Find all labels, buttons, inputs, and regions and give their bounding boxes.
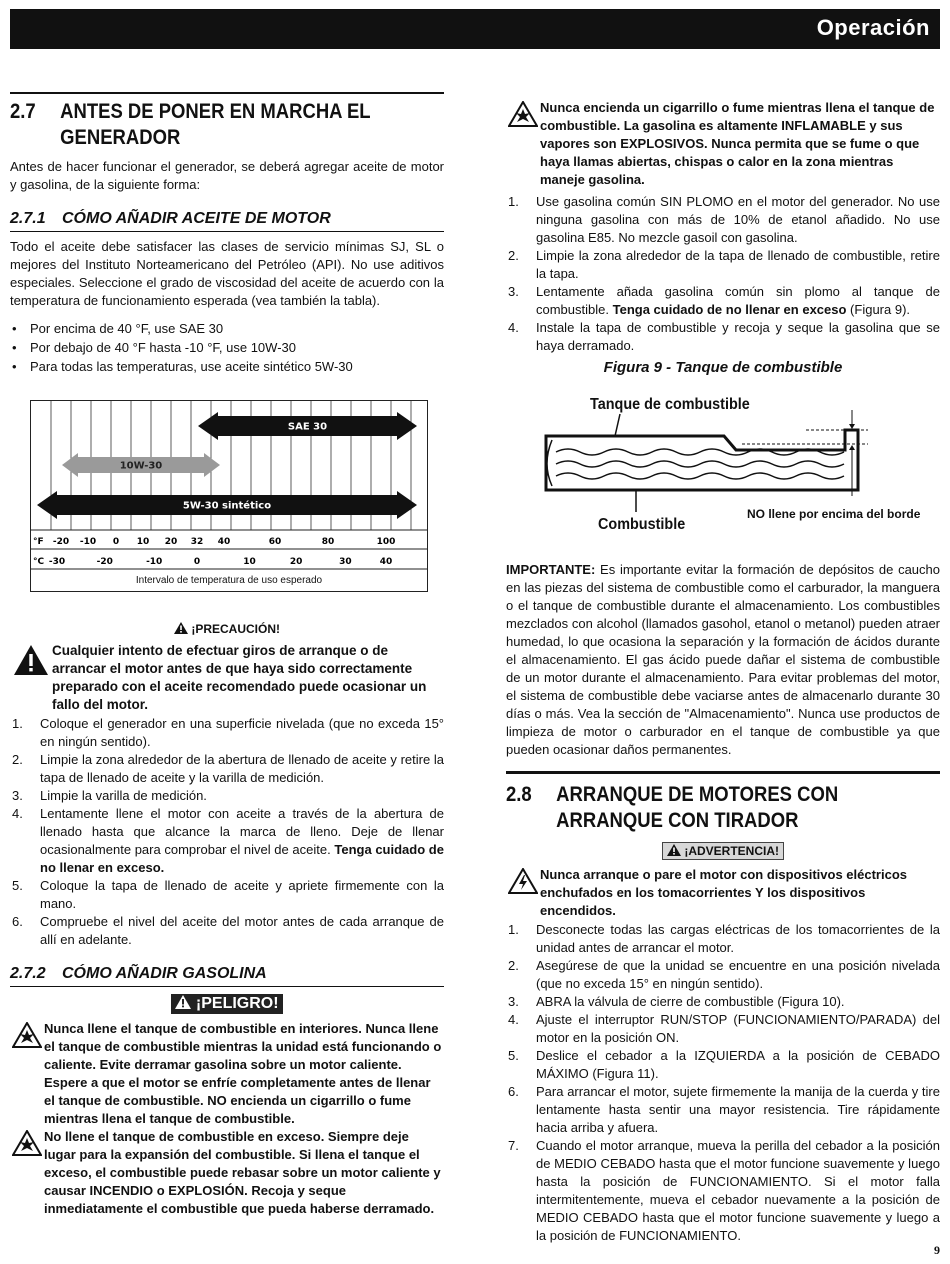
viscosity-chart-svg <box>31 401 427 591</box>
danger-label: ¡PELIGRO! <box>195 995 279 1012</box>
danger-text-2: No llene el tanque de combustible en exceso. Siempre deje lugar para la expansión del combustible. Si llena el tanque el exceso, el combustible puede rebasar sobre un motor caliente y causar INCENDIO o EXPLOSIÓN. Recoja y seque inmediatamente el combustible que pueda haberse derramado. <box>44 1129 441 1216</box>
list-item <box>506 1083 940 1137</box>
list-item-number: 5. <box>508 1048 519 1063</box>
danger-triangle-icon <box>175 995 191 1009</box>
section-title-text <box>556 782 838 834</box>
list-item-number: 2. <box>508 958 519 973</box>
list-item <box>10 715 444 751</box>
viscosity-bar-label: 5W-30 sintético <box>182 500 272 512</box>
f-axis-label: °F <box>33 537 44 547</box>
warning-label: ¡ADVERTENCIA! <box>684 844 779 858</box>
list-item-number: 3. <box>508 994 519 1009</box>
viscosity-bar-label: SAE 30 <box>287 421 328 433</box>
subsection-title-text: CÓMO AÑADIR ACEITE DE MOTOR <box>62 210 331 227</box>
c-tick-label: -10 <box>146 557 163 567</box>
c-tick-label: 0 <box>193 557 201 567</box>
fig9-note-label: NO llene por encima del borde <box>747 507 921 521</box>
list-item <box>10 787 444 805</box>
oil-steps-list <box>10 715 444 949</box>
list-item-text: Desconecte todas las cargas eléctricas de los tomacorrientes de la unidad antes de arrancar el motor. <box>536 922 940 955</box>
list-item-number: 4. <box>508 320 519 335</box>
figure-9-title: Figura 9 - Tanque de combustible <box>603 359 843 376</box>
title-line-1: ANTES DE PONER EN MARCHA EL <box>60 100 371 123</box>
subsection-2-7-1-title <box>10 209 444 232</box>
danger-block-1 <box>10 1020 444 1128</box>
title-line-2: ARRANQUE CON TIRADOR <box>556 809 799 832</box>
list-item-text: Ajuste el interruptor RUN/STOP (FUNCIONAMIENTO/PARADA) del motor en la posición ON. <box>536 1012 940 1045</box>
list-item-text: Lentamente añada gasolina común sin plomo al tanque de combustible. <box>536 284 940 317</box>
list-item <box>506 319 940 355</box>
caution-header <box>10 622 444 636</box>
c-tick-label: 20 <box>289 557 303 567</box>
electric-warning-block <box>506 866 940 920</box>
list-item: • Para todas las temperaturas, use aceite sintético 5W-30 <box>10 357 444 376</box>
danger-text-1: Nunca llene el tanque de combustible en interiores. Nunca llene el tanque de combustible mientras la unidad está funcionando o caliente. Evite derramar gasolina sobre un motor caliente. Espere a que el motor se enfríe completamente antes de llenar el tanque de combustible. NO encienda un cigarrillo o fume mientras llena el tanque de combustible. <box>44 1021 442 1126</box>
section-number: 2.8 <box>506 783 532 806</box>
section-2-8-title <box>506 782 941 834</box>
caution-text: Cualquier intento de efectuar giros de arranque o de arrancar el motor antes de que haya sido correctamente preparado con el aceite recomendado puede ocasionar un fallo del motor. <box>52 643 427 712</box>
f-tick-label: -10 <box>79 537 97 547</box>
list-item-number: 4. <box>508 1012 519 1027</box>
c-tick-label: 40 <box>379 557 393 567</box>
list-item <box>506 283 940 319</box>
left-column <box>10 92 444 1218</box>
fuel-tank-drawing <box>506 384 940 569</box>
list-item-number: 1. <box>12 716 23 731</box>
list-item <box>506 247 940 283</box>
list-item-tail: (Figura 9). <box>846 302 911 317</box>
list-item-text: Limpie la zona alrededor de la abertura de llenado de aceite y retire la tapa de llenado de aceite y la varilla de medición. <box>40 752 444 785</box>
intro-paragraph: Antes de hacer funcionar el generador, se deberá agregar aceite de motor y gasolina, de la siguiente forma: <box>10 159 444 192</box>
warning-triangle-icon <box>667 844 681 856</box>
f-tick-label: 40 <box>217 537 231 547</box>
list-item-number: 6. <box>508 1084 519 1099</box>
list-item: • Por debajo de 40 °F hasta -10 °F, use 10W-30 <box>10 338 444 357</box>
list-item-text: Limpie la varilla de medición. <box>40 788 207 803</box>
list-item <box>10 877 444 913</box>
title-line-2: GENERADOR <box>60 126 181 149</box>
list-item-number: 2. <box>508 248 519 263</box>
explosion-icon <box>506 99 540 189</box>
danger-header <box>10 994 444 1014</box>
important-text: Es importante evitar la formación de depósitos de caucho en las piezas del sistema de combustible como el carburador, la manguera o el tanque de combustible durante el almacenamiento. Los combustibles mezclados con alcohol (llamados gasohol, etanol o metanol) pueden atraer humedad, lo que ocasiona la separación y la formación de ácidos durante el almacenamiento. El gas ácido puede dañar el sistema de combustible de un motor durante el almacenamiento. Para evitar problemas del motor, el sistema de combustible debe vaciarse antes de almacenarlo durante 30 días o más. Vea la sección de "Almacenamiento". Nunca use productos de limpieza de motor o carburador en el tanque de combustible ya que pueden ocasionar daños permanentes. <box>506 562 940 757</box>
list-item <box>506 1011 940 1047</box>
list-item-number: 1. <box>508 922 519 937</box>
fig9-fuel-label: Combustible <box>598 516 686 533</box>
section-2-7-title <box>10 99 445 151</box>
section-title-text <box>60 99 370 151</box>
list-item-text: Deslice el cebador a la IZQUIERDA a la posición de CEBADO MÁXIMO (Figura 11). <box>536 1048 940 1081</box>
smoke-warning-block <box>506 99 940 189</box>
list-item-text: Use gasolina común SIN PLOMO en el motor del generador. No use ninguna gasolina con más de 10% de etanol añadido. No use gasolina E85. No mezcle gasoil con gasolina. <box>536 194 940 245</box>
right-column <box>506 99 940 1245</box>
explosion-icon <box>10 1128 44 1218</box>
important-lead: IMPORTANTE: <box>506 562 596 577</box>
smoke-warning-text: Nunca encienda un cigarrillo o fume mientras llena el tanque de combustible. La gasolina es altamente INFLAMABLE y sus vapores son EXPLOSIVOS. Nunca permita que se fume o que haya llamas abiertas, chispas o calor en la zona mientras maneje gasolina. <box>540 100 935 187</box>
list-item-text: Compruebe el nivel del aceite del motor antes de cada arranque de allí en adelante. <box>40 914 444 947</box>
list-item-number: 3. <box>12 788 23 803</box>
list-item-text: Coloque el generador en una superficie nivelada (que no exceda 15° en ningún sentido). <box>40 716 444 749</box>
section-rule <box>10 92 444 94</box>
c-axis-label: °C <box>33 557 45 567</box>
list-item <box>506 921 940 957</box>
list-item <box>10 913 444 949</box>
f-tick-label: 60 <box>268 537 282 547</box>
start-steps-list <box>506 921 940 1245</box>
list-item-number: 5. <box>12 878 23 893</box>
list-item <box>506 993 940 1011</box>
list-item <box>506 957 940 993</box>
warning-triangle-icon <box>174 622 188 634</box>
header-title: Operación <box>816 15 930 40</box>
section-rule <box>506 771 940 774</box>
viscosity-bar-label: 10W-30 <box>119 460 163 472</box>
list-item-number: 2. <box>12 752 23 767</box>
list-item-emphasis: Tenga cuidado de no llenar en exceso. <box>40 842 444 875</box>
chart-caption: Intervalo de temperatura de uso esperado <box>135 575 323 586</box>
list-item-emphasis: Tenga cuidado de no llenar en exceso <box>612 302 847 317</box>
warning-badge <box>662 842 784 860</box>
important-paragraph <box>506 561 940 759</box>
section-number: 2.7 <box>10 100 36 123</box>
viscosity-chart <box>30 400 428 592</box>
list-item: • Por encima de 40 °F, use SAE 30 <box>10 319 444 338</box>
f-tick-label: -20 <box>52 537 70 547</box>
f-tick-label: 100 <box>376 537 396 547</box>
list-item <box>506 1047 940 1083</box>
list-item-text: Instale la tapa de combustible y recoja y seque la gasolina que se haya derramado. <box>536 320 940 353</box>
caution-label: ¡PRECAUCIÓN! <box>191 622 280 636</box>
subsection-number: 2.7.1 <box>10 210 46 227</box>
list-item-number: 3. <box>508 284 519 299</box>
list-item <box>506 1137 940 1245</box>
list-item <box>10 805 444 877</box>
list-item <box>506 193 940 247</box>
oil-paragraph: Todo el aceite debe satisfacer las clases de servicio mínimas SJ, SL o mejores del Instituto Norteamericano del Petróleo (API). No use aditivos especiales. Seleccione el grado de viscosidad del aceite de acuerdo con la temperatura de funcionamiento esperada (vea también la tabla). <box>10 239 444 308</box>
subsection-title-text: CÓMO AÑADIR GASOLINA <box>62 965 267 982</box>
f-tick-label: 10 <box>136 537 150 547</box>
page-header-bar <box>10 9 940 49</box>
list-item <box>10 751 444 787</box>
c-tick-label: -30 <box>48 557 66 567</box>
list-item-number: 4. <box>12 806 23 821</box>
warning-header <box>506 842 940 860</box>
list-item-text: Para arrancar el motor, sujete firmemente la manija de la cuerda y tire lentamente hasta sentir una mayor resistencia. Tire rápidamente hacia arriba y afuera. <box>536 1084 940 1135</box>
list-item-number: 6. <box>12 914 23 929</box>
explosion-icon <box>10 1020 44 1128</box>
title-line-1: ARRANQUE DE MOTORES CON <box>556 783 839 806</box>
subsection-number: 2.7.2 <box>10 965 46 982</box>
list-item-text: Asegúrese de que la unidad se encuentre en una posición nivelada (que no exceda 15° en ningún sentido). <box>536 958 940 991</box>
oil-bullet-list <box>10 319 444 376</box>
f-tick-label: 80 <box>321 537 335 547</box>
page-number: 9 <box>934 1243 940 1257</box>
c-tick-label: 30 <box>339 557 352 567</box>
list-item-number: 7. <box>508 1138 519 1153</box>
fig9-tank-label: Tanque de combustible <box>590 396 750 413</box>
list-item-text: Lentamente llene el motor con aceite a través de la abertura de llenado hasta que alcance la marca de lleno. Deje de llenar ocasionalmente para comprobar el nivel de aceite. <box>40 806 444 857</box>
list-item-text: Cuando el motor arranque, mueva la perilla del cebador a la posición de MEDIO CEBADO hasta que el motor funcione suavemente y luego hasta la posición de FUNCIONAMIENTO. Si el motor falla intermitentemente, mueva el cebador nuevamente a la posición de MEDIO CEBADO hasta que el motor funcione suavemente y luego a la posición de FUNCIONAMIENTO. <box>536 1138 940 1243</box>
c-tick-label: 10 <box>243 557 256 567</box>
list-item-text: ABRA la válvula de cierre de combustible (Figura 10). <box>536 994 845 1009</box>
list-item-text: Coloque la tapa de llenado de aceite y apriete firmemente con la mano. <box>40 878 444 911</box>
c-tick-label: -20 <box>96 557 113 567</box>
caution-triangle-icon <box>10 642 52 714</box>
f-tick-label: 0 <box>112 537 120 547</box>
fuel-steps-list <box>506 193 940 355</box>
f-tick-label: 32 <box>190 537 204 547</box>
list-item-text: Limpie la zona alrededor de la tapa de llenado de combustible, retire la tapa. <box>536 248 940 281</box>
f-tick-label: 20 <box>164 537 178 547</box>
electric-shock-icon <box>506 866 540 920</box>
list-item-number: 1. <box>508 194 519 209</box>
electric-warning-text: Nunca arranque o pare el motor con dispositivos eléctricos enchufados en los tomacorrientes Y los dispositivos encendidos. <box>540 867 907 918</box>
danger-block-2 <box>10 1128 444 1218</box>
subsection-2-7-2-title <box>10 964 444 987</box>
caution-block <box>10 642 444 714</box>
danger-badge <box>171 994 282 1014</box>
figure-9-diagram <box>506 384 940 569</box>
